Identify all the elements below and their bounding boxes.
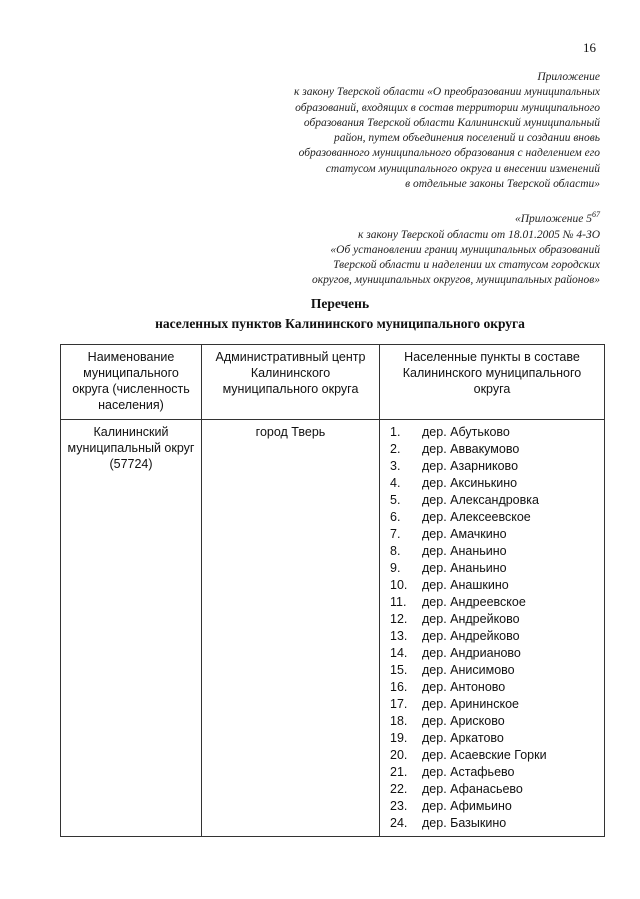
list-item-name: дер. Абутьково <box>422 425 510 439</box>
list-item <box>386 645 598 662</box>
list-item-number: 3. <box>390 459 401 473</box>
list-item-name: дер. Алексеевское <box>422 510 531 524</box>
list-item-number: 22. <box>390 782 408 796</box>
list-item <box>386 594 598 611</box>
list-item-name: дер. Андрейково <box>422 629 520 643</box>
list-item-number: 1. <box>390 425 401 439</box>
appendix-line: образований, входящих в состав территории муниципального <box>295 101 600 114</box>
list-item-number: 9. <box>390 561 401 575</box>
sub-appendix-line: к закону Тверской области от 18.01.2005 № 4-ЗО <box>358 228 600 241</box>
list-item-name: дер. Азарниково <box>422 459 519 473</box>
page-number: 16 <box>583 40 596 55</box>
list-item-name: дер. Арининское <box>422 697 519 711</box>
list-item <box>386 475 598 492</box>
admin-center-cell: город Тверь <box>202 420 380 837</box>
list-item-number: 23. <box>390 799 408 813</box>
table-row <box>61 420 605 837</box>
list-item <box>386 526 598 543</box>
list-item-name: дер. Аркатово <box>422 731 504 745</box>
list-item-name: дер. Базыкино <box>422 816 507 830</box>
list-item <box>386 611 598 628</box>
list-item-number: 21. <box>390 765 408 779</box>
list-item-number: 6. <box>390 510 401 524</box>
list-item-name: дер. Астафьево <box>422 765 515 779</box>
list-item-number: 24. <box>390 816 408 830</box>
list-item-name: дер. Арисково <box>422 714 505 728</box>
list-item <box>386 798 598 815</box>
list-item <box>386 781 598 798</box>
list-item-name: дер. Александровка <box>422 493 539 507</box>
sub-appendix-title <box>240 207 600 227</box>
list-item-number: 16. <box>390 680 408 694</box>
list-item-number: 4. <box>390 476 401 490</box>
list-item-name: дер. Асаевские Горки <box>422 748 547 762</box>
list-item <box>386 628 598 645</box>
list-item <box>386 441 598 458</box>
sub-appendix-line: округов, муниципальных округов, муниципальных районов» <box>311 274 600 287</box>
title-line-2: населенных пунктов Калининского муниципального округа <box>155 316 525 331</box>
table-header-row <box>61 345 605 420</box>
list-item-name: дер. Ананьино <box>422 561 507 575</box>
list-item-name: дер. Антоново <box>422 680 506 694</box>
list-item <box>386 662 598 679</box>
list-item-number: 13. <box>390 629 408 643</box>
sub-appendix-superscript: 67 <box>592 210 600 220</box>
list-item-number: 18. <box>390 714 408 728</box>
appendix-line: образованного муниципального образования с наделением его <box>298 147 600 160</box>
header-district: Наименование муниципального округа (численность населения) <box>61 345 202 420</box>
list-item-number: 7. <box>390 527 401 541</box>
list-item-name: дер. Афимьино <box>422 799 512 813</box>
settlements-table <box>60 344 605 837</box>
list-item <box>386 424 598 441</box>
sub-appendix-line: Тверской области и наделении их статусом городских <box>333 259 600 272</box>
list-item-name: дер. Афанасьево <box>422 782 523 796</box>
list-item <box>386 815 598 832</box>
appendix-line: в отдельные законы Тверской области» <box>405 178 600 191</box>
list-item-number: 20. <box>390 748 408 762</box>
list-item <box>386 696 598 713</box>
list-item-number: 15. <box>390 663 408 677</box>
appendix-line: статусом муниципального округа и внесении изменений <box>325 162 600 175</box>
list-item-name: дер. Андреевское <box>422 595 526 609</box>
list-item-number: 11. <box>390 595 407 609</box>
list-item-number: 17. <box>390 697 408 711</box>
list-item <box>386 577 598 594</box>
list-item <box>386 730 598 747</box>
settlements-cell <box>380 420 605 837</box>
list-item-number: 5. <box>390 493 401 507</box>
list-item-number: 2. <box>390 442 401 456</box>
list-item-number: 14. <box>390 646 408 660</box>
list-item <box>386 747 598 764</box>
appendix-line: к закону Тверской области «О преобразовании муниципальных <box>294 86 600 99</box>
list-item-name: дер. Амачкино <box>422 527 507 541</box>
list-item <box>386 679 598 696</box>
list-item-name: дер. Андрианово <box>422 646 521 660</box>
header-settlements: Населенные пункты в составе Калининского муниципального округа <box>380 345 605 420</box>
list-item <box>386 764 598 781</box>
district-cell: Калининский муниципальный округ (57724) <box>61 420 202 837</box>
list-item <box>386 560 598 577</box>
sub-appendix-prefix: «Приложение 5 <box>514 213 592 226</box>
list-item-number: 8. <box>390 544 401 558</box>
list-item <box>386 492 598 509</box>
settlements-list <box>386 424 598 832</box>
list-item-name: дер. Аввакумово <box>422 442 520 456</box>
list-item <box>386 458 598 475</box>
list-item-name: дер. Андрейково <box>422 612 520 626</box>
sub-appendix-line: «Об установлении границ муниципальных образований <box>330 243 600 256</box>
list-item <box>386 509 598 526</box>
list-item-number: 10. <box>390 578 408 592</box>
title-line-1: Перечень <box>310 296 370 311</box>
appendix-header <box>240 70 600 289</box>
list-item-name: дер. Аксинькино <box>422 476 518 490</box>
list-item-name: дер. Ананьино <box>422 544 507 558</box>
header-admin-center: Административный центр Калининского муниципального округа <box>202 345 380 420</box>
appendix-line: образования Тверской области Калининский муниципальный <box>303 116 600 129</box>
list-item-number: 19. <box>390 731 408 745</box>
list-item-name: дер. Анашкино <box>422 578 509 592</box>
appendix-line: Приложение <box>537 71 600 83</box>
document-title <box>60 294 620 334</box>
appendix-line: район, путем объединения поселений и создании вновь <box>333 132 600 145</box>
list-item-number: 12. <box>390 612 408 626</box>
list-item <box>386 543 598 560</box>
list-item-name: дер. Анисимово <box>422 663 515 677</box>
list-item <box>386 713 598 730</box>
